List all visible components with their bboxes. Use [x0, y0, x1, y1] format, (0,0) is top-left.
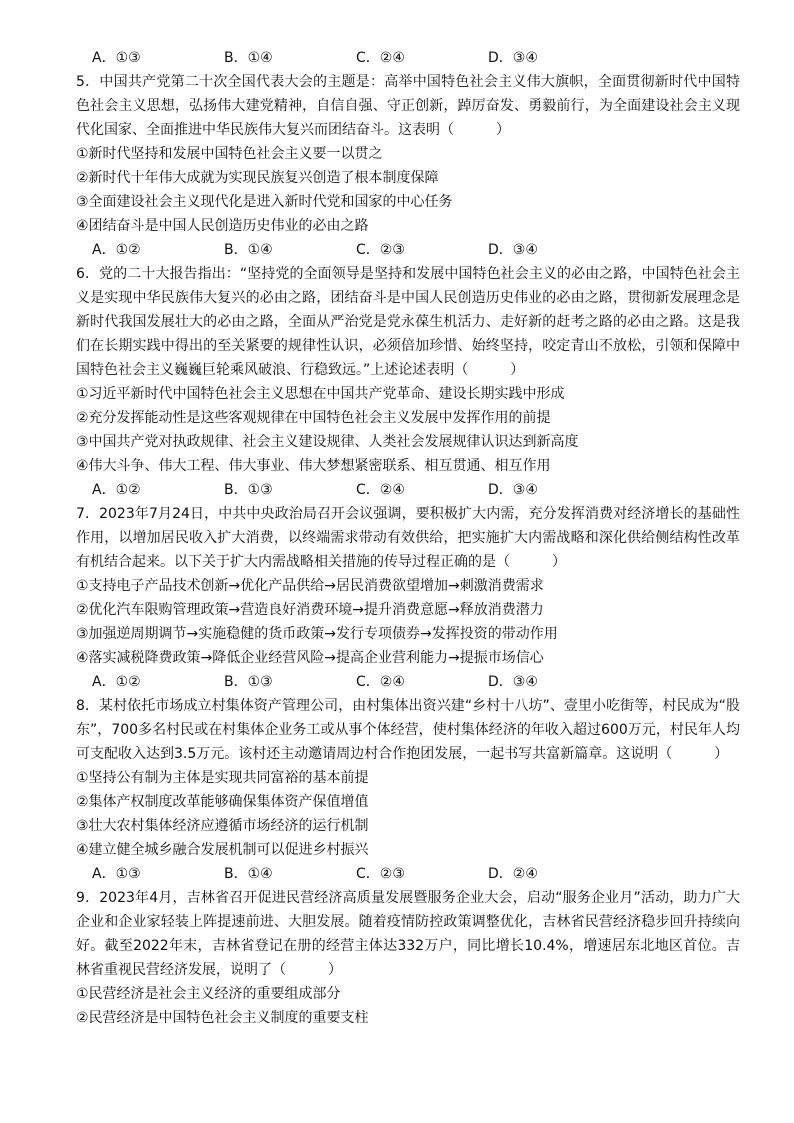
option-c[interactable]: C．②④ — [356, 50, 405, 66]
option-c[interactable]: C．②④ — [356, 674, 405, 690]
answer-options — [76, 862, 740, 886]
question-stem: 9．2023年4月，吉林省召开促进民营经济高质量发展暨服务企业大会，启动“服务企业月”活动，助力广大企业和企业家轻装上阵提速前进、大胆发展。随着疫情防控政策调整优化，吉林省民营经济稳步回升持续向好。截至2022年末，吉林省登记在册的经营主体达332万户，同比增长10.4%，增速居东北地区首位。吉林省重视民营经济发展，说明了（ ） — [76, 890, 740, 978]
question-5 — [76, 70, 740, 262]
answer-options — [76, 478, 740, 502]
statement: ①支持电子产品技术创新→优化产品供给→居民消费欲望增加→刺激消费需求 — [76, 578, 544, 594]
option-a[interactable]: A．①③ — [92, 50, 141, 66]
statement: ③壮大农村集体经济应遵循市场经济的运行机制 — [76, 818, 369, 834]
q4-options — [76, 46, 740, 70]
option-a[interactable]: A．①② — [92, 674, 141, 690]
option-d[interactable]: D．③④ — [488, 242, 538, 258]
option-c[interactable]: C．②③ — [356, 242, 405, 258]
option-d[interactable]: D．②④ — [488, 866, 538, 882]
option-d[interactable]: D．③④ — [488, 674, 538, 690]
option-d[interactable]: D．③④ — [488, 50, 538, 66]
statement: ④落实减税降费政策→降低企业经营风险→提高企业营利能力→提振市场信心 — [76, 650, 544, 666]
option-b[interactable]: B．①④ — [224, 866, 273, 882]
option-c[interactable]: C．②④ — [356, 482, 405, 498]
option-b[interactable]: B．①④ — [224, 242, 273, 258]
statement: ③全面建设社会主义现代化是进入新时代党和国家的中心任务 — [76, 194, 453, 210]
question-9 — [76, 886, 740, 1030]
statement: ③加强逆周期调节→实施稳健的货币政策→发行专项债券→发挥投资的带动作用 — [76, 626, 558, 642]
statement: ②充分发挥能动性是这些客观规律在中国特色社会主义发展中发挥作用的前提 — [76, 410, 551, 426]
statement: ②优化汽车限购管理政策→营造良好消费环境→提升消费意愿→释放消费潜力 — [76, 602, 544, 618]
question-stem: 7．2023年7月24日，中共中央政治局召开会议强调，要积极扩大内需，充分发挥消费对经济增长的基础性作用，以增加居民收入扩大消费，以终端需求带动有效供给，把实施扩大内需战略和深化供给侧结构性改革有机结合起来。以下关于扩大内需战略相关措施的传导过程正确的是（ ） — [76, 506, 740, 570]
question-stem: 6．党的二十大报告指出：“坚持党的全面领导是坚持和发展中国特色社会主义的必由之路，中国特色社会主义是实现中华民族伟大复兴的必由之路，团结奋斗是中国人民创造历史伟业的必由之路，贯彻新发展理念是新时代我国发展壮大的必由之路，全面从严治党是党永葆生机活力、走好新的赶考之路的必由之路。这是我们在长期实践中得出的至关紧要的规律性认识，必须倍加珍惜、始终坚持，咬定青山不放松，引领和保障中国特色社会主义巍巍巨轮乘风破浪、行稳致远。”上述论述表明（ ） — [76, 266, 740, 378]
statement: ②民营经济是中国特色社会主义制度的重要支柱 — [76, 1010, 369, 1026]
question-7 — [76, 502, 740, 694]
option-a[interactable]: A．①③ — [92, 866, 141, 882]
question-stem: 8．某村依托市场成立村集体资产管理公司，由村集体出资兴建“乡村十八坊”、壹里小吃街等，村民成为“股东”，700多名村民或在村集体企业务工或从事个体经营，使村集体经济的年收入超过600万元，村民年人均可支配收入达到3.5万元。该村还主动邀请周边村合作抱团发展，一起书写共富新篇章。这说明（ ） — [76, 698, 740, 762]
statement: ②新时代十年伟大成就为实现民族复兴创造了根本制度保障 — [76, 170, 439, 186]
question-6 — [76, 262, 740, 502]
statement: ④团结奋斗是中国人民创造历史伟业的必由之路 — [76, 218, 369, 234]
answer-options — [76, 670, 740, 694]
exam-page — [76, 46, 740, 1030]
statement: ③中国共产党对执政规律、社会主义建设规律、人类社会发展规律认识达到新高度 — [76, 434, 579, 450]
option-b[interactable]: B．①④ — [224, 50, 273, 66]
question-8 — [76, 694, 740, 886]
question-stem: 5．中国共产党第二十次全国代表大会的主题是：高举中国特色社会主义伟大旗帜，全面贯彻新时代中国特色社会主义思想，弘扬伟大建党精神，自信自强、守正创新，踔厉奋发、勇毅前行，为全面建设社会主义现代化国家、全面推进中华民族伟大复兴而团结奋斗。这表明（ ） — [76, 74, 740, 138]
answer-options — [76, 238, 740, 262]
statement: ①坚持公有制为主体是实现共同富裕的基本前提 — [76, 770, 369, 786]
option-b[interactable]: B．①③ — [224, 482, 273, 498]
option-d[interactable]: D．③④ — [488, 482, 538, 498]
option-b[interactable]: B．①③ — [224, 674, 273, 690]
option-c[interactable]: C．②③ — [356, 866, 405, 882]
statement: ②集体产权制度改革能够确保集体资产保值增值 — [76, 794, 369, 810]
option-a[interactable]: A．①② — [92, 482, 141, 498]
statement: ①新时代坚持和发展中国特色社会主义要一以贯之 — [76, 146, 383, 162]
statement: ④伟大斗争、伟大工程、伟大事业、伟大梦想紧密联系、相互贯通、相互作用 — [76, 458, 551, 474]
option-a[interactable]: A．①② — [92, 242, 141, 258]
statement: ④建立健全城乡融合发展机制可以促进乡村振兴 — [76, 842, 369, 858]
statement: ①民营经济是社会主义经济的重要组成部分 — [76, 986, 341, 1002]
statement: ①习近平新时代中国特色社会主义思想在中国共产党革命、建设长期实践中形成 — [76, 386, 565, 402]
